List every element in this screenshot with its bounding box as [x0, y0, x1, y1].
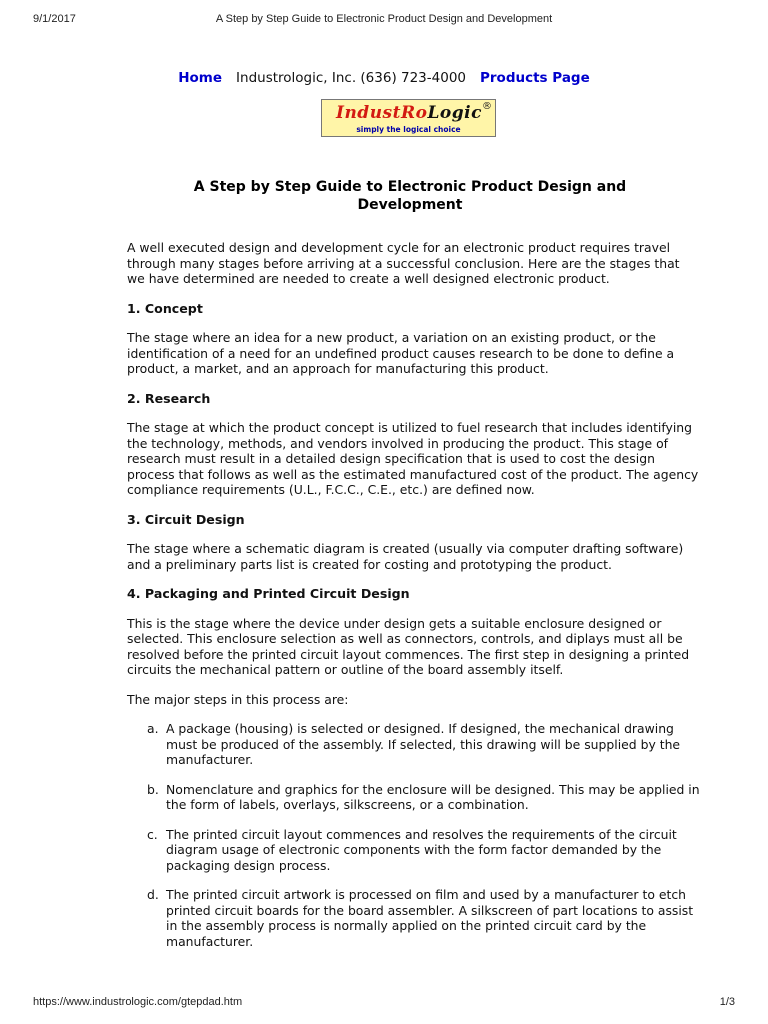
list-marker: b.	[147, 781, 159, 797]
list-item	[127, 827, 701, 874]
steps-intro: The major steps in this process are:	[127, 691, 349, 707]
page-counter: 1/3	[719, 996, 735, 1008]
list-item-text: The printed circuit layout commences and resolves the requirements of the circuit diagram usage of electronic components with the form factor demanded by the packaging design process.	[166, 826, 677, 873]
list-marker: d.	[147, 887, 159, 902]
list-item	[127, 721, 701, 768]
section-body: The stage where a schematic diagram is created (usually via computer drafting software) and a preliminary parts list is created for costing and prototyping the product.	[127, 541, 684, 572]
list-item	[127, 782, 701, 813]
home-link[interactable]: Home	[178, 70, 223, 86]
list-marker: a.	[147, 721, 159, 736]
steps-list	[127, 721, 701, 949]
document-title: A Step by Step Guide to Electronic Product Design and Development	[193, 179, 627, 213]
top-navigation	[0, 70, 768, 87]
section-heading: 2. Research	[127, 390, 211, 406]
print-footer	[0, 996, 768, 1010]
intro-paragraph: A well executed design and development cycle for an electronic product requires travel through many stages before arriving at a successful conclusion. Here are the stages that we have determined are needed to create a well designed electronic product.	[127, 240, 680, 286]
section-body: The stage where an idea for a new product, a variation on an existing product, or the identification of a need for an undefined product causes research to be done to define a product, a market, and an approach for manufacturing this product.	[127, 330, 675, 376]
section-body: This is the stage where the device under design gets a suitable enclosure designed or selected. This enclosure selection as well as connectors, controls, and diplays must all be resolved before the printed circuit layout commences. The first step in designing a printed circuits the mechanical pattern or outline of the board assembly itself.	[127, 615, 690, 677]
print-page-title: A Step by Step Guide to Electronic Product Design and Development	[215, 13, 553, 25]
list-item-text: The printed circuit artwork is processed on film and used by a manufacturer to etch printed circuit boards for the board assembler. A silkscreen of part locations to assist in the assembly process is normally applied on the printed circuit card by the manufacturer.	[166, 887, 694, 949]
products-page-link[interactable]: Products Page	[480, 70, 590, 86]
list-item	[127, 887, 701, 949]
industrologic-logo	[321, 99, 496, 137]
logo-wordmark-part1: IndustRo	[336, 103, 428, 123]
document-body	[127, 240, 701, 963]
list-item-text: A package (housing) is selected or designed. If designed, the mechanical drawing must be produced of the assembly. If selected, this drawing will be supplied by the manufacturer.	[166, 721, 681, 767]
section-heading: 1. Concept	[127, 300, 203, 316]
registered-mark: ®	[482, 101, 492, 112]
print-header	[0, 13, 768, 27]
list-marker: c.	[147, 826, 158, 842]
print-url: https://www.industrologic.com/gtepdad.htm	[33, 996, 243, 1008]
company-info: Industrologic, Inc. (636) 723-4000	[236, 70, 466, 86]
section-body: The stage at which the product concept is utilized to fuel research that includes identifying the technology, methods, and vendors involved in producing the product. This stage of research must result in a detailed design specification that is used to cost the design process that follows as well as the estimated manufactured cost of the product. The agency compliance requirements (U.L., F.C.C., C.E., etc.) are defined now.	[127, 420, 699, 497]
list-item-text: Nomenclature and graphics for the enclosure will be designed. This may be applied in the form of labels, overlays, silkscreens, or a combination.	[166, 781, 700, 812]
section-heading: 3. Circuit Design	[127, 511, 245, 527]
logo-wordmark	[336, 103, 482, 123]
print-date: 9/1/2017	[33, 13, 76, 25]
logo-wordmark-part2: Logic	[427, 103, 482, 123]
section-heading: 4. Packaging and Printed Circuit Design	[127, 586, 410, 601]
logo-tagline: simply the logical choice	[356, 125, 461, 134]
